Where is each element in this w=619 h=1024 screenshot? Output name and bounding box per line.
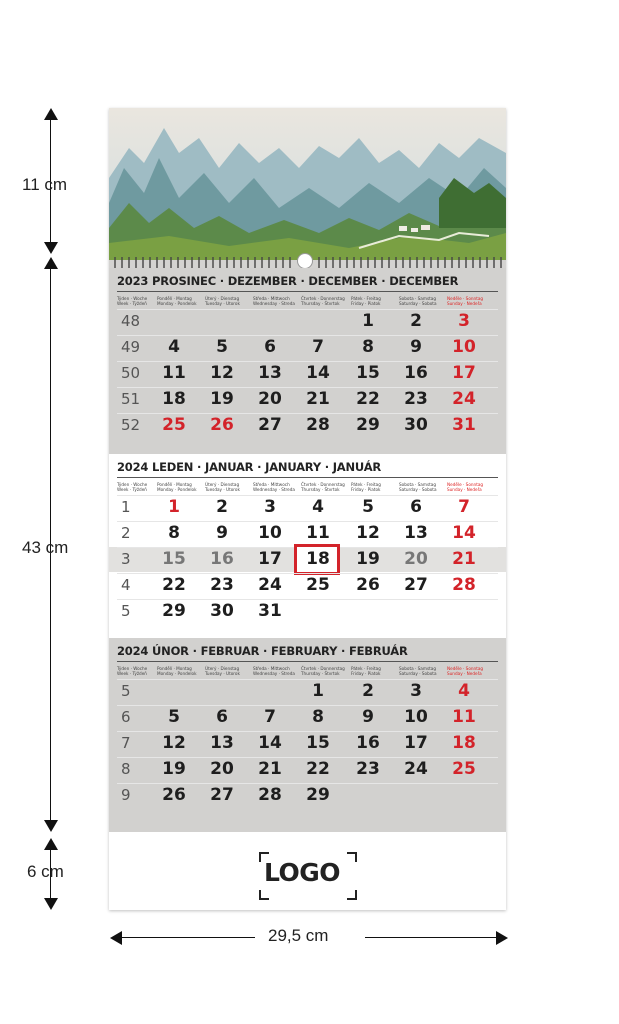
week-row-line xyxy=(117,521,498,522)
day-number[interactable]: 24 xyxy=(258,575,282,595)
day-number[interactable]: 18 xyxy=(306,549,330,569)
weekday-header xyxy=(447,666,483,676)
weekday-header-line2: Tuesday · Utorok xyxy=(205,487,240,492)
weekday-header xyxy=(117,296,147,306)
logo-bracket-br xyxy=(347,890,357,900)
weekday-header-line1: Sobota · Samstag xyxy=(399,296,436,301)
weekday-header-line1: Sobota · Samstag xyxy=(399,482,436,487)
weekday-header-line1: Týden · Woche xyxy=(117,666,148,671)
weekday-header-line1: Pondělí · Montag xyxy=(157,482,192,487)
day-number[interactable]: 6 xyxy=(216,707,228,727)
middle-arrow-up xyxy=(44,257,58,269)
day-number[interactable]: 27 xyxy=(258,415,282,435)
month-title-underline xyxy=(117,291,498,292)
weekday-header-line1: Úterý · Dienstag xyxy=(205,296,240,301)
day-number[interactable]: 21 xyxy=(258,759,282,779)
day-number[interactable]: 22 xyxy=(356,389,380,409)
day-number[interactable]: 5 xyxy=(362,497,374,517)
weekday-header xyxy=(157,296,197,306)
week-row-line xyxy=(117,573,498,574)
day-number[interactable]: 16 xyxy=(210,549,234,569)
day-number[interactable]: 28 xyxy=(452,575,476,595)
width-dimension-line-right xyxy=(365,937,498,938)
day-number[interactable]: 16 xyxy=(404,363,428,383)
day-number[interactable]: 5 xyxy=(216,337,228,357)
day-number[interactable]: 4 xyxy=(458,681,470,701)
weekday-header xyxy=(399,666,437,676)
day-number[interactable]: 7 xyxy=(312,337,324,357)
day-number[interactable]: 10 xyxy=(258,523,282,543)
day-number[interactable]: 9 xyxy=(410,337,422,357)
day-number[interactable]: 26 xyxy=(210,415,234,435)
wall-calendar xyxy=(109,108,506,910)
day-number[interactable]: 14 xyxy=(258,733,282,753)
weekday-header xyxy=(351,296,381,306)
weekday-header-line1: Neděle · Sonntag xyxy=(447,482,484,487)
weekday-header-line2: Week · Týždeň xyxy=(117,671,147,676)
week-number: 52 xyxy=(121,416,141,434)
bottom-arrow-up xyxy=(44,838,58,850)
weekday-header-line1: Středa · Mittwoch xyxy=(253,296,290,301)
month-title: 2023 PROSINEC · DEZEMBER · DECEMBER · DECEMBER xyxy=(117,274,459,288)
day-number[interactable]: 28 xyxy=(306,415,330,435)
logo-placeholder: LOGO xyxy=(264,858,341,887)
weekday-header-line1: Neděle · Sonntag xyxy=(447,666,484,671)
day-number[interactable]: 27 xyxy=(210,785,234,805)
week-number: 48 xyxy=(121,312,141,330)
day-number[interactable]: 19 xyxy=(356,549,380,569)
month-january-2024 xyxy=(109,454,506,638)
middle-dimension-label: 43 cm xyxy=(22,538,69,557)
day-number[interactable]: 4 xyxy=(312,497,324,517)
day-number[interactable]: 14 xyxy=(452,523,476,543)
day-number[interactable]: 10 xyxy=(452,337,476,357)
weekday-header xyxy=(157,482,197,492)
day-number[interactable]: 3 xyxy=(410,681,422,701)
day-number[interactable]: 7 xyxy=(458,497,470,517)
weekday-header-line2: Week · Týždeň xyxy=(117,301,147,306)
weekday-header-line2: Saturday · Sobota xyxy=(399,671,437,676)
day-number[interactable]: 9 xyxy=(362,707,374,727)
day-number[interactable]: 20 xyxy=(210,759,234,779)
day-number[interactable]: 23 xyxy=(210,575,234,595)
weekday-header-line2: Saturday · Sobota xyxy=(399,487,437,492)
day-number[interactable]: 24 xyxy=(452,389,476,409)
weekday-header-line2: Thursday · Štvrtok xyxy=(301,301,340,306)
weekday-header-line2: Sunday · Nedeľa xyxy=(447,671,482,676)
weekday-header-line1: Týden · Woche xyxy=(117,482,148,487)
week-number: 6 xyxy=(121,708,131,726)
week-number: 7 xyxy=(121,734,131,752)
weekday-header xyxy=(205,296,240,306)
month-december-2023 xyxy=(109,268,506,454)
day-number[interactable]: 3 xyxy=(458,311,470,331)
week-row-line xyxy=(117,387,498,388)
logo-area xyxy=(109,832,506,910)
weekday-header-line2: Saturday · Sobota xyxy=(399,301,437,306)
day-number[interactable]: 17 xyxy=(258,549,282,569)
day-number[interactable]: 2 xyxy=(410,311,422,331)
weekday-header xyxy=(157,666,197,676)
day-number[interactable]: 27 xyxy=(404,575,428,595)
weekday-header-line1: Týden · Woche xyxy=(117,296,148,301)
weekday-header-line1: Čtvrtek · Donnerstag xyxy=(301,296,345,301)
day-number[interactable]: 8 xyxy=(312,707,324,727)
bottom-arrow-down xyxy=(44,898,58,910)
weekday-header-line2: Friday · Piatok xyxy=(351,487,381,492)
width-dimension-line-left xyxy=(120,937,255,938)
day-number[interactable]: 20 xyxy=(258,389,282,409)
weekday-header xyxy=(253,482,295,492)
day-number[interactable]: 11 xyxy=(452,707,476,727)
week-number: 49 xyxy=(121,338,141,356)
day-number[interactable]: 23 xyxy=(356,759,380,779)
weekday-header-line2: Week · Týždeň xyxy=(117,487,147,492)
week-number: 5 xyxy=(121,602,131,620)
week-number: 1 xyxy=(121,498,131,516)
day-number[interactable]: 26 xyxy=(162,785,186,805)
weekday-header xyxy=(447,482,483,492)
day-number[interactable]: 11 xyxy=(162,363,186,383)
weekday-header-line1: Pondělí · Montag xyxy=(157,296,192,301)
weekday-header-line2: Wednesday · Streda xyxy=(253,671,295,676)
week-number: 3 xyxy=(121,550,131,568)
week-row-line xyxy=(117,731,498,732)
day-number[interactable]: 29 xyxy=(306,785,330,805)
day-number[interactable]: 8 xyxy=(362,337,374,357)
day-number[interactable]: 6 xyxy=(264,337,276,357)
weekday-header xyxy=(253,666,295,676)
weekday-header xyxy=(117,666,147,676)
week-row-line xyxy=(117,361,498,362)
month-title-underline xyxy=(117,661,498,662)
weekday-header xyxy=(301,296,345,306)
weekday-header-line2: Friday · Piatok xyxy=(351,671,381,676)
day-number[interactable]: 15 xyxy=(356,363,380,383)
day-number[interactable]: 21 xyxy=(452,549,476,569)
weekday-header-line2: Monday · Pondelok xyxy=(157,301,197,306)
day-number[interactable]: 8 xyxy=(168,523,180,543)
day-number[interactable]: 23 xyxy=(404,389,428,409)
day-number[interactable]: 25 xyxy=(162,415,186,435)
weekday-header-line1: Pátek · Freitag xyxy=(351,482,381,487)
day-number[interactable]: 22 xyxy=(162,575,186,595)
week-row-line xyxy=(117,309,498,310)
weekday-header xyxy=(351,482,381,492)
day-number[interactable]: 28 xyxy=(258,785,282,805)
weekday-header xyxy=(301,482,345,492)
day-number[interactable]: 17 xyxy=(404,733,428,753)
day-number[interactable]: 17 xyxy=(452,363,476,383)
weekday-header-line2: Wednesday · Streda xyxy=(253,301,295,306)
week-row-line xyxy=(117,705,498,706)
weekday-header-line1: Úterý · Dienstag xyxy=(205,482,240,487)
week-row-line xyxy=(117,413,498,414)
week-row-line xyxy=(117,495,498,496)
weekday-header-line1: Středa · Mittwoch xyxy=(253,482,290,487)
day-number[interactable]: 13 xyxy=(404,523,428,543)
weekday-header xyxy=(301,666,345,676)
weekday-header-line2: Monday · Pondelok xyxy=(157,487,197,492)
day-number[interactable]: 5 xyxy=(168,707,180,727)
weekday-header-line2: Sunday · Nedeľa xyxy=(447,487,482,492)
day-number[interactable]: 7 xyxy=(264,707,276,727)
week-number: 9 xyxy=(121,786,131,804)
day-number[interactable]: 9 xyxy=(216,523,228,543)
weekday-header-line2: Monday · Pondelok xyxy=(157,671,197,676)
day-number[interactable]: 29 xyxy=(162,601,186,621)
weekday-header xyxy=(205,666,240,676)
middle-arrow-down xyxy=(44,820,58,832)
day-number[interactable]: 24 xyxy=(404,759,428,779)
weekday-header-line1: Pondělí · Montag xyxy=(157,666,192,671)
day-number[interactable]: 25 xyxy=(306,575,330,595)
weekday-header-line2: Thursday · Štvrtok xyxy=(301,671,340,676)
month-february-2024 xyxy=(109,638,506,832)
month-title: 2024 ÚNOR · FEBRUAR · FEBRUARY · FEBRUÁR xyxy=(117,644,408,658)
hanging-hole xyxy=(297,253,313,269)
week-row-line xyxy=(117,599,498,600)
weekday-header-line2: Sunday · Nedeľa xyxy=(447,301,482,306)
bottom-dimension-label: 6 cm xyxy=(27,862,64,881)
weekday-header-line1: Úterý · Dienstag xyxy=(205,666,240,671)
day-number[interactable]: 31 xyxy=(452,415,476,435)
weekday-header xyxy=(253,296,295,306)
day-number[interactable]: 1 xyxy=(168,497,180,517)
width-arrow-left xyxy=(110,931,122,945)
weekday-header-line2: Thursday · Štvrtok xyxy=(301,487,340,492)
day-number[interactable]: 15 xyxy=(162,549,186,569)
day-number[interactable]: 18 xyxy=(452,733,476,753)
day-number[interactable]: 15 xyxy=(306,733,330,753)
day-number[interactable]: 26 xyxy=(356,575,380,595)
day-number[interactable]: 10 xyxy=(404,707,428,727)
weekday-header-line1: Středa · Mittwoch xyxy=(253,666,290,671)
day-number[interactable]: 12 xyxy=(162,733,186,753)
day-number[interactable]: 30 xyxy=(210,601,234,621)
day-number[interactable]: 16 xyxy=(356,733,380,753)
day-number[interactable]: 2 xyxy=(216,497,228,517)
weekday-header xyxy=(117,482,147,492)
week-number: 4 xyxy=(121,576,131,594)
weekday-header-line2: Friday · Piatok xyxy=(351,301,381,306)
day-number[interactable]: 12 xyxy=(356,523,380,543)
day-number[interactable]: 1 xyxy=(362,311,374,331)
week-row-line xyxy=(117,783,498,784)
weekday-header-line1: Pátek · Freitag xyxy=(351,296,381,301)
week-number: 51 xyxy=(121,390,141,408)
day-number[interactable]: 1 xyxy=(312,681,324,701)
week-number: 2 xyxy=(121,524,131,542)
weekday-header-line2: Tuesday · Utorok xyxy=(205,301,240,306)
week-row-line xyxy=(117,757,498,758)
landscape-photo xyxy=(109,108,506,260)
week-number: 8 xyxy=(121,760,131,778)
width-arrow-right xyxy=(496,931,508,945)
weekday-header xyxy=(399,296,437,306)
top-arrow-down xyxy=(44,242,58,254)
week-row-line xyxy=(117,335,498,336)
weekday-header-line1: Čtvrtek · Donnerstag xyxy=(301,666,345,671)
day-number[interactable]: 3 xyxy=(264,497,276,517)
day-number[interactable]: 19 xyxy=(162,759,186,779)
day-number[interactable]: 25 xyxy=(452,759,476,779)
width-dimension-label: 29,5 cm xyxy=(268,926,329,945)
month-title: 2024 LEDEN · JANUAR · JANUARY · JANUÁR xyxy=(117,460,382,474)
weekday-header-line1: Čtvrtek · Donnerstag xyxy=(301,482,345,487)
day-number[interactable]: 13 xyxy=(258,363,282,383)
weekday-header-line1: Neděle · Sonntag xyxy=(447,296,484,301)
day-number[interactable]: 2 xyxy=(362,681,374,701)
weekday-header-line1: Sobota · Samstag xyxy=(399,666,436,671)
weekday-header xyxy=(205,482,240,492)
top-dimension-label: 11 cm xyxy=(22,175,68,194)
week-number: 5 xyxy=(121,682,131,700)
day-number[interactable]: 12 xyxy=(210,363,234,383)
day-number[interactable]: 29 xyxy=(356,415,380,435)
day-number[interactable]: 18 xyxy=(162,389,186,409)
weekday-header xyxy=(447,296,483,306)
day-number[interactable]: 14 xyxy=(306,363,330,383)
day-number[interactable]: 21 xyxy=(306,389,330,409)
day-number[interactable]: 19 xyxy=(210,389,234,409)
top-arrow-up xyxy=(44,108,58,120)
logo-bracket-tr xyxy=(347,852,357,862)
day-number[interactable]: 11 xyxy=(306,523,330,543)
day-number[interactable]: 20 xyxy=(404,549,428,569)
day-number[interactable]: 6 xyxy=(410,497,422,517)
day-number[interactable]: 30 xyxy=(404,415,428,435)
week-row-line xyxy=(117,679,498,680)
day-number[interactable]: 22 xyxy=(306,759,330,779)
day-number[interactable]: 4 xyxy=(168,337,180,357)
day-number[interactable]: 31 xyxy=(258,601,282,621)
week-number: 50 xyxy=(121,364,141,382)
month-title-underline xyxy=(117,477,498,478)
logo-bracket-bl xyxy=(259,890,269,900)
weekday-header-line1: Pátek · Freitag xyxy=(351,666,381,671)
weekday-header-line2: Wednesday · Streda xyxy=(253,487,295,492)
weekday-header xyxy=(351,666,381,676)
day-number[interactable]: 13 xyxy=(210,733,234,753)
weekday-header-line2: Tuesday · Utorok xyxy=(205,671,240,676)
weekday-header xyxy=(399,482,437,492)
